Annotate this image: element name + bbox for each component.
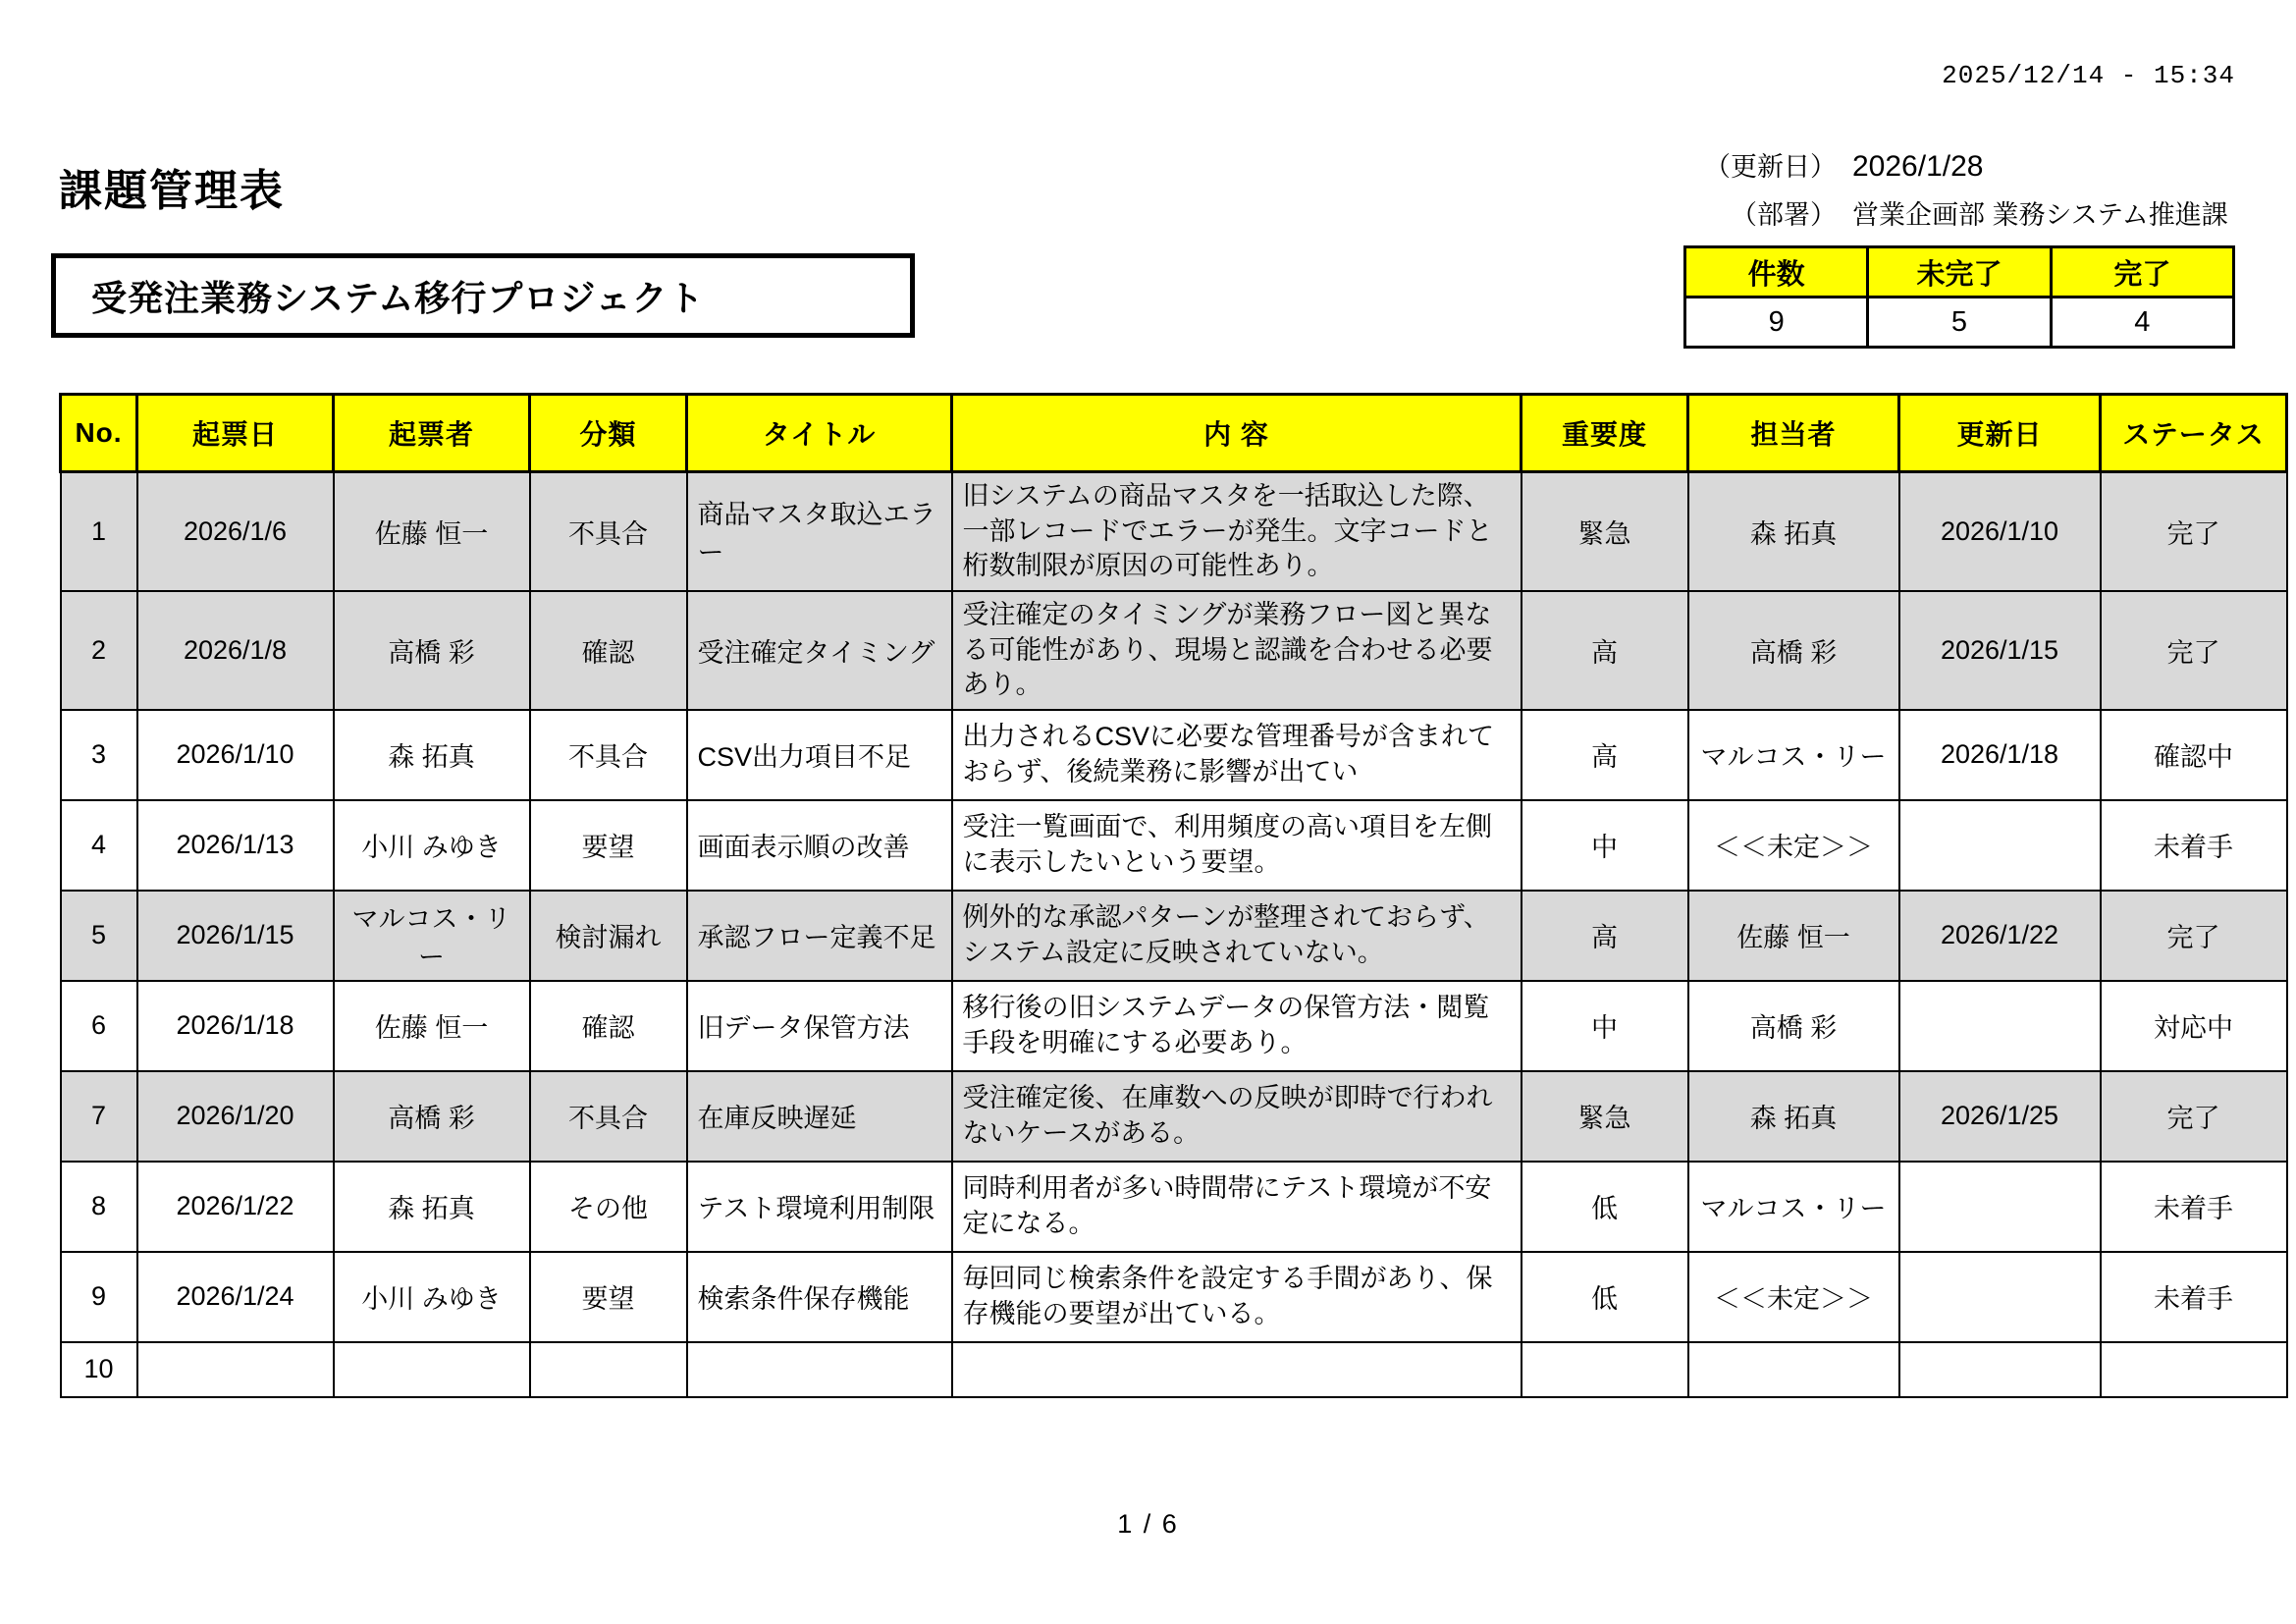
cell-status: 完了 — [2101, 1071, 2287, 1162]
cell-content: 例外的な承認パターンが整理されておらず、システム設定に反映されていない。 — [952, 891, 1522, 981]
cell-title: 商品マスタ取込エラー — [687, 472, 952, 591]
cell-content: 出力されるCSVに必要な管理番号が含まれておらず、後続業務に影響が出てい — [952, 710, 1522, 800]
cell-content — [952, 1342, 1522, 1397]
summary-value-open: 5 — [1868, 298, 2051, 348]
cell-category: 不具合 — [530, 710, 687, 800]
cell-date: 2026/1/20 — [137, 1071, 334, 1162]
cell-title: 承認フロー定義不足 — [687, 891, 952, 981]
cell-date: 2026/1/6 — [137, 472, 334, 591]
cell-title: 画面表示順の改善 — [687, 800, 952, 891]
meta-row-department — [1685, 193, 2235, 232]
print-timestamp: 2025/12/14 - 15:34 — [1942, 61, 2235, 90]
cell-no: 3 — [61, 710, 137, 800]
cell-title — [687, 1342, 952, 1397]
cell-owner: 佐藤 恒一 — [1688, 891, 1899, 981]
cell-date: 2026/1/10 — [137, 710, 334, 800]
table-row — [61, 891, 2287, 981]
issue-table-header-row — [61, 395, 2287, 472]
cell-author — [334, 1342, 530, 1397]
column-header-updated: 更新日 — [1899, 395, 2101, 472]
summary-value-row — [1685, 298, 2234, 348]
cell-status: 完了 — [2101, 472, 2287, 591]
cell-no: 6 — [61, 981, 137, 1071]
cell-updated: 2026/1/18 — [1899, 710, 2101, 800]
column-header-author: 起票者 — [334, 395, 530, 472]
page-title: 課題管理表 — [59, 167, 285, 215]
cell-no: 5 — [61, 891, 137, 981]
cell-updated — [1899, 1342, 2101, 1397]
table-row — [61, 591, 2287, 710]
cell-updated: 2026/1/15 — [1899, 591, 2101, 710]
cell-no: 7 — [61, 1071, 137, 1162]
cell-status: 未着手 — [2101, 1162, 2287, 1252]
cell-status — [2101, 1342, 2287, 1397]
cell-priority — [1522, 1342, 1688, 1397]
cell-author: 小川 みゆき — [334, 1252, 530, 1342]
column-header-date: 起票日 — [137, 395, 334, 472]
cell-author: 佐藤 恒一 — [334, 981, 530, 1071]
cell-updated — [1899, 1162, 2101, 1252]
cell-author: 高橋 彩 — [334, 1071, 530, 1162]
column-header-content: 内 容 — [952, 395, 1522, 472]
cell-owner: ＜＜未定＞＞ — [1688, 800, 1899, 891]
cell-title: 検索条件保存機能 — [687, 1252, 952, 1342]
cell-owner: 森 拓真 — [1688, 1071, 1899, 1162]
cell-title: 旧データ保管方法 — [687, 981, 952, 1071]
cell-author: 小川 みゆき — [334, 800, 530, 891]
cell-category: その他 — [530, 1162, 687, 1252]
cell-priority: 緊急 — [1522, 1071, 1688, 1162]
cell-status: 未着手 — [2101, 1252, 2287, 1342]
summary-value-total: 9 — [1685, 298, 1868, 348]
cell-author: 佐藤 恒一 — [334, 472, 530, 591]
meta-label-updated: （更新日） — [1704, 152, 1837, 182]
table-row — [61, 710, 2287, 800]
cell-category: 確認 — [530, 981, 687, 1071]
table-row — [61, 981, 2287, 1071]
issue-table — [59, 393, 2288, 1398]
summary-header-open: 未完了 — [1868, 247, 2051, 298]
column-header-no: No. — [61, 395, 137, 472]
cell-category — [530, 1342, 687, 1397]
cell-title: 在庫反映遅延 — [687, 1071, 952, 1162]
table-row — [61, 800, 2287, 891]
cell-priority: 低 — [1522, 1162, 1688, 1252]
cell-category: 不具合 — [530, 472, 687, 591]
cell-status: 対応中 — [2101, 981, 2287, 1071]
cell-date: 2026/1/18 — [137, 981, 334, 1071]
summary-header-row — [1685, 247, 2234, 298]
cell-author: 森 拓真 — [334, 1162, 530, 1252]
summary-value-done: 4 — [2051, 298, 2233, 348]
column-header-owner: 担当者 — [1688, 395, 1899, 472]
cell-status: 完了 — [2101, 891, 2287, 981]
cell-title: 受注確定タイミング — [687, 591, 952, 710]
cell-no: 4 — [61, 800, 137, 891]
cell-status: 未着手 — [2101, 800, 2287, 891]
cell-updated: 2026/1/22 — [1899, 891, 2101, 981]
project-name: 受発注業務システム移行プロジェクト — [91, 277, 705, 318]
cell-date: 2026/1/8 — [137, 591, 334, 710]
cell-owner: 高橋 彩 — [1688, 591, 1899, 710]
cell-content: 同時利用者が多い時間帯にテスト環境が不安定になる。 — [952, 1162, 1522, 1252]
cell-updated: 2026/1/25 — [1899, 1071, 2101, 1162]
cell-owner: 森 拓真 — [1688, 472, 1899, 591]
table-row — [61, 1162, 2287, 1252]
cell-date: 2026/1/22 — [137, 1162, 334, 1252]
cell-status: 完了 — [2101, 591, 2287, 710]
table-row — [61, 1071, 2287, 1162]
cell-updated — [1899, 981, 2101, 1071]
meta-row-updated — [1685, 145, 2235, 184]
cell-priority: 中 — [1522, 981, 1688, 1071]
cell-date: 2026/1/15 — [137, 891, 334, 981]
cell-author: マルコス・リー — [334, 891, 530, 981]
meta-value-updated: 2026/1/28 — [1852, 150, 1984, 183]
summary-count-table — [1683, 245, 2235, 349]
cell-content: 受注確定のタイミングが業務フロー図と異なる可能性があり、現場と認識を合わせる必要あり。 — [952, 591, 1522, 710]
cell-priority: 高 — [1522, 591, 1688, 710]
cell-content: 受注確定後、在庫数への反映が即時で行われないケースがある。 — [952, 1071, 1522, 1162]
cell-priority: 低 — [1522, 1252, 1688, 1342]
summary-header-total: 件数 — [1685, 247, 1868, 298]
cell-content: 移行後の旧システムデータの保管方法・閲覧手段を明確にする必要あり。 — [952, 981, 1522, 1071]
cell-content: 旧システムの商品マスタを一括取込した際、一部レコードでエラーが発生。文字コードと桁数制限が原因の可能性あり。 — [952, 472, 1522, 591]
cell-content: 受注一覧画面で、利用頻度の高い項目を左側に表示したいという要望。 — [952, 800, 1522, 891]
summary-header-done: 完了 — [2051, 247, 2233, 298]
cell-owner — [1688, 1342, 1899, 1397]
cell-category: 要望 — [530, 1252, 687, 1342]
cell-owner: マルコス・リー — [1688, 710, 1899, 800]
cell-author: 森 拓真 — [334, 710, 530, 800]
cell-updated — [1899, 800, 2101, 891]
page-number: 1 / 6 — [1117, 1509, 1179, 1539]
cell-title: テスト環境利用制限 — [687, 1162, 952, 1252]
cell-date: 2026/1/24 — [137, 1252, 334, 1342]
cell-category: 確認 — [530, 591, 687, 710]
cell-owner: ＜＜未定＞＞ — [1688, 1252, 1899, 1342]
cell-category: 不具合 — [530, 1071, 687, 1162]
cell-no: 10 — [61, 1342, 137, 1397]
meta-value-department: 営業企画部 業務システム推進課 — [1852, 200, 2228, 230]
cell-category: 要望 — [530, 800, 687, 891]
cell-owner: マルコス・リー — [1688, 1162, 1899, 1252]
cell-updated: 2026/1/10 — [1899, 472, 2101, 591]
table-row — [61, 1252, 2287, 1342]
meta-label-department: （部署） — [1731, 200, 1837, 230]
column-header-category: 分類 — [530, 395, 687, 472]
cell-content: 毎回同じ検索条件を設定する手間があり、保存機能の要望が出ている。 — [952, 1252, 1522, 1342]
cell-no: 1 — [61, 472, 137, 591]
cell-priority: 中 — [1522, 800, 1688, 891]
cell-owner: 高橋 彩 — [1688, 981, 1899, 1071]
cell-date: 2026/1/13 — [137, 800, 334, 891]
table-row — [61, 472, 2287, 591]
column-header-priority: 重要度 — [1522, 395, 1688, 472]
document-meta — [1685, 145, 2235, 242]
column-header-status: ステータス — [2101, 395, 2287, 472]
cell-priority: 高 — [1522, 710, 1688, 800]
project-name-box — [51, 253, 915, 338]
column-header-title: タイトル — [687, 395, 952, 472]
cell-title: CSV出力項目不足 — [687, 710, 952, 800]
cell-priority: 緊急 — [1522, 472, 1688, 591]
cell-updated — [1899, 1252, 2101, 1342]
cell-no: 9 — [61, 1252, 137, 1342]
cell-no: 2 — [61, 591, 137, 710]
cell-no: 8 — [61, 1162, 137, 1252]
cell-author: 高橋 彩 — [334, 591, 530, 710]
cell-status: 確認中 — [2101, 710, 2287, 800]
cell-category: 検討漏れ — [530, 891, 687, 981]
table-row — [61, 1342, 2287, 1397]
cell-date — [137, 1342, 334, 1397]
cell-priority: 高 — [1522, 891, 1688, 981]
